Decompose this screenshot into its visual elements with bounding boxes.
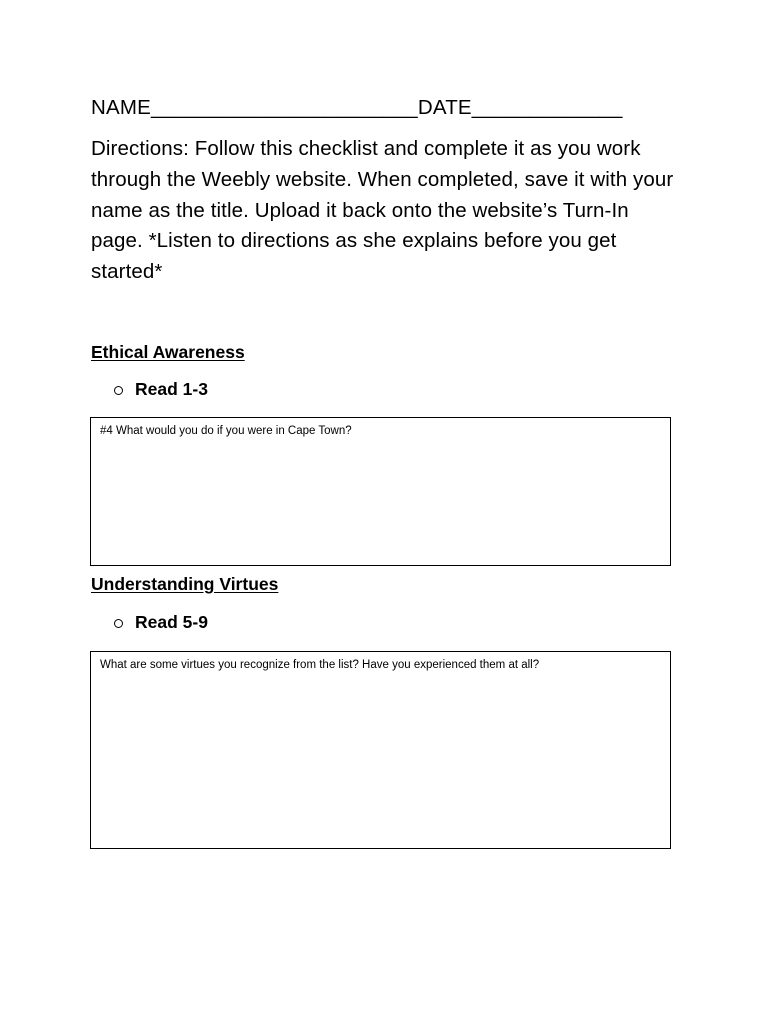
section-heading-understanding-virtues: Understanding Virtues bbox=[91, 574, 279, 594]
circle-checkbox-icon[interactable] bbox=[114, 619, 123, 628]
answer-box-cape-town[interactable] bbox=[90, 417, 671, 566]
directions-paragraph: Directions: Follow this checklist and complete it as you work through the Weebly website. When completed, save it with your name as the title. Upload it back onto the website’s Turn-In page. *Listen to directions as she explains before you get started* bbox=[91, 137, 674, 284]
section-heading-ethical-awareness: Ethical Awareness bbox=[91, 342, 245, 362]
checklist-item-read-5-9[interactable] bbox=[114, 611, 208, 633]
checklist-item-read-1-3[interactable] bbox=[114, 378, 208, 400]
answer-prompt: #4 What would you do if you were in Cape Town? bbox=[100, 425, 352, 437]
name-date-line: NAME_______________________DATE_____________ bbox=[91, 96, 623, 119]
checklist-item-label: Read 5-9 bbox=[135, 612, 208, 632]
answer-prompt: What are some virtues you recognize from the list? Have you experienced them at all? bbox=[100, 659, 540, 671]
answer-box-virtues[interactable] bbox=[90, 651, 671, 849]
checklist-item-label: Read 1-3 bbox=[135, 379, 208, 399]
circle-checkbox-icon[interactable] bbox=[114, 386, 123, 395]
